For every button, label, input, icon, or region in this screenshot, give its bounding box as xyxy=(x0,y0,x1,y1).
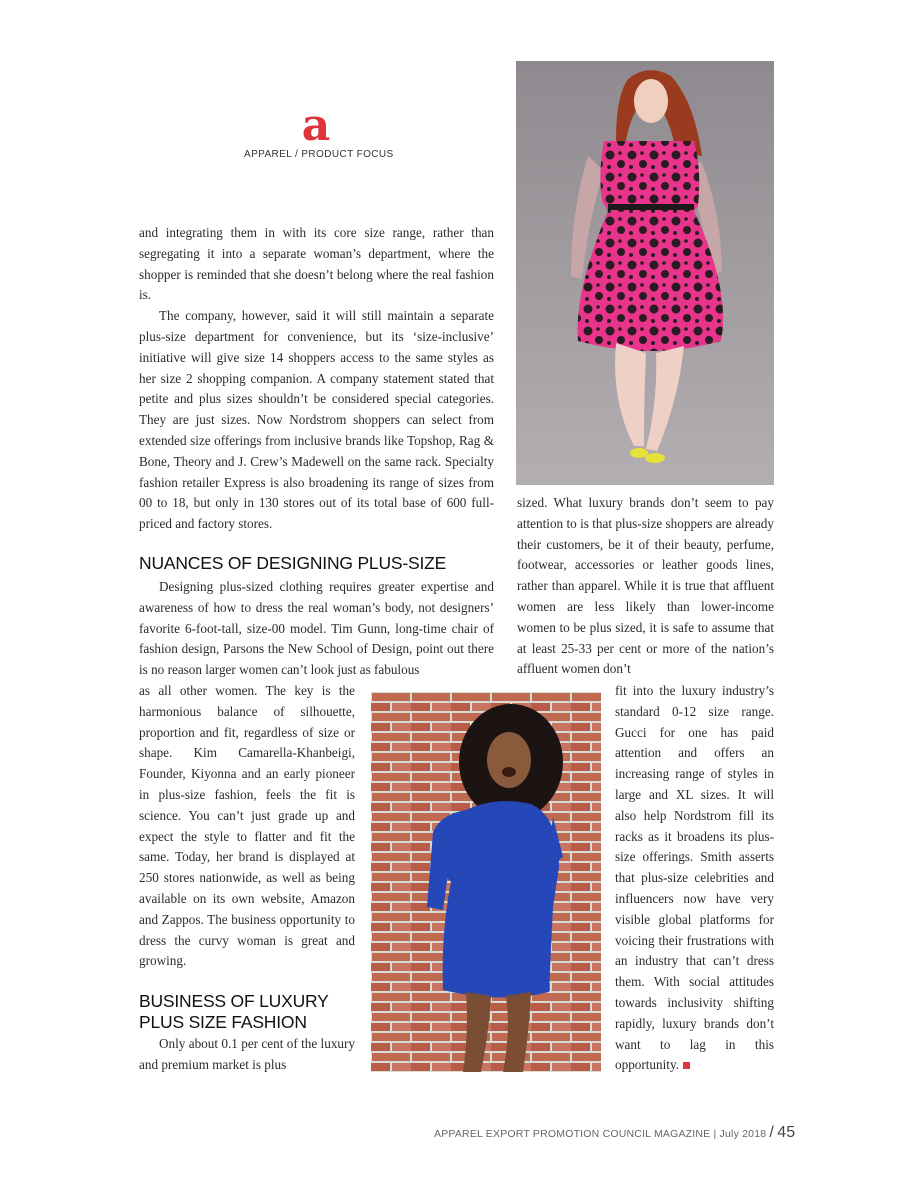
paragraph: sized. What luxury brands don’t seem to pay attention to is that plus-size shoppers are already their customers, be it of their beauty, perfume, footwear, accessories or leather goods lines, rather than apparel. While it is true that affluent women are less likely than lower-income women to be plus sized, it is safe to assume that at least 25-33 per cent or more of the nation’s affluent women don’t xyxy=(517,495,774,677)
magazine-logo: a xyxy=(301,100,331,151)
photo-pink-dress xyxy=(516,61,774,485)
column-right-narrow xyxy=(615,681,774,1076)
page-number: 45 xyxy=(777,1124,796,1141)
paragraph xyxy=(615,681,774,1076)
footer-slash: / xyxy=(769,1124,775,1141)
column-left-narrow xyxy=(139,681,355,972)
photo-blue-dress xyxy=(371,692,601,1072)
section-label: APPAREL / PRODUCT FOCUS xyxy=(244,149,394,160)
footer-text: APPAREL EXPORT PROMOTION COUNCIL MAGAZINE | July 2018 xyxy=(434,1128,767,1140)
heading-line: BUSINESS OF LUXURY xyxy=(139,991,329,1011)
page-footer xyxy=(434,1124,795,1142)
column-right-upper xyxy=(517,493,774,680)
end-of-article-mark xyxy=(683,1062,690,1069)
column-left-middle xyxy=(139,577,494,681)
column-left-upper xyxy=(139,223,494,535)
paragraph: The company, however, said it will still maintain a separate plus-size department for convenience, but its ‘size-inclusive’ initiative will give size 14 shoppers access to the same styles as her size 2 shopping companion. A company statement stated that petite and plus sizes shouldn’t be considered special categories. They are just sizes. Now Nordstrom shoppers can select from extended size offerings from inclusive brands like Topshop, Rag & Bone, Theory and J. Crew’s Madewell on the same rack. Specialty fashion retailer Express is also broadening its range of sizes from 00 to 18, but only in 130 stores out of its total base of 600 full-priced and factory stores. xyxy=(139,308,494,532)
paragraph: as all other women. The key is the harmonious balance of silhouette, proportion and fit, regardless of size or shape. Kim Camarella-Khanbeigi, Founder, Kiyonna and an early pioneer in plus-size fashion, feels the fit is science. You can’t just grade up and expect the style to flatter and fit the same. Today, her brand is displayed at 250 stores nationwide, as well as being available on its own website, Amazon and Zappos. The business opportunity to dress the curvy woman is great and growing. xyxy=(139,683,355,969)
heading-line: PLUS SIZE FASHION xyxy=(139,1011,307,1032)
column-left-bottom xyxy=(139,1034,355,1076)
paragraph-text: fit into the luxury industry’s standard 0-12 size range. Gucci for one has paid attention and offers an increasing range of styles in large and XL sizes. It will also help Nordstrom fill its racks as it broadens its plus-size offerings. Smith asserts that plus-size celebrities and influencers now have very visible global platforms for voicing their frustrations with an industry that can’t dress them. With social attitudes towards inclusivity shifting rapidly, luxury brands don’t want to lag in this opportunity. xyxy=(615,683,774,1073)
paragraph: and integrating them in with its core size range, rather than segregating it into a separate woman’s department, where the shopper is reminded that she doesn’t belong where the real fashion is. xyxy=(139,225,494,303)
paragraph: Designing plus-sized clothing requires greater expertise and awareness of how to dress the real woman’s body, not designers’ favorite 6-foot-tall, size-00 model. Tim Gunn, long-time chair of fashion design, Parsons the New School of Design, point out there is no reason larger women can’t look just as fabulous xyxy=(139,579,494,678)
paragraph: Only about 0.1 per cent of the luxury and premium market is plus xyxy=(139,1036,355,1072)
section-heading xyxy=(139,991,355,1032)
section-heading: NUANCES OF DESIGNING PLUS-SIZE xyxy=(139,553,447,573)
